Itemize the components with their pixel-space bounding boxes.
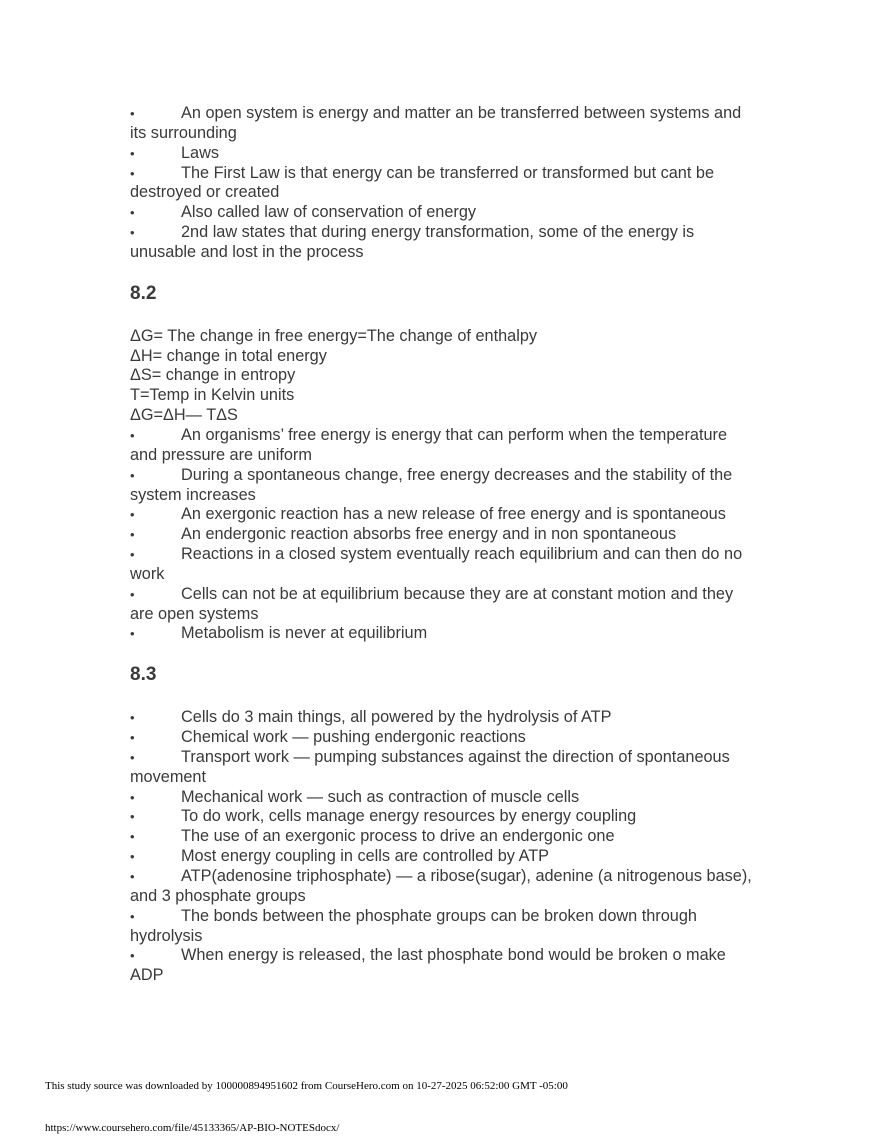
download-notice: This study source was downloaded by 100000894951602 from CourseHero.com on 10-27-2025 06:52:00 GMT -05:00: [45, 1080, 568, 1092]
bullet-item: [130, 585, 755, 625]
document-body: [130, 104, 755, 986]
bullet-marker: •: [130, 547, 135, 563]
bullet-text: During a spontaneous change, free energy decreases and the stability of the system increases: [130, 465, 733, 504]
bullet-item: [130, 867, 755, 907]
equation-line: ΔS= change in entropy: [130, 366, 296, 385]
bullet-text: An organisms’ free energy is energy that can perform when the temperature and pressure are uniform: [130, 425, 728, 464]
bullet-item: [130, 223, 755, 263]
bullet-marker: •: [130, 527, 135, 543]
bullet-text: The First Law is that energy can be transferred or transformed but cant be destroyed or created: [130, 163, 715, 202]
bullet-item: [130, 505, 755, 525]
equation-line: ΔG= The change in free energy=The change of enthalpy: [130, 326, 538, 345]
bullet-marker: •: [130, 948, 135, 964]
bullet-item: [130, 144, 755, 164]
bullet-text: Most energy coupling in cells are controlled by ATP: [181, 847, 550, 866]
bullet-item: [130, 807, 755, 827]
bullet-text: Cells do 3 main things, all powered by the hydrolysis of ATP: [181, 708, 612, 727]
bullet-marker: •: [130, 586, 135, 602]
bullet-marker: •: [130, 789, 135, 805]
bullet-marker: •: [130, 710, 135, 726]
bullet-marker: •: [130, 507, 135, 523]
bullet-text: The use of an exergonic process to drive an endergonic one: [181, 827, 615, 846]
bullet-text: An open system is energy and matter an be transferred between systems and its surrounding: [130, 104, 742, 142]
bullet-marker: •: [130, 730, 135, 746]
bullet-marker: •: [130, 908, 135, 924]
bullet-item: [130, 827, 755, 847]
bullet-text: Transport work — pumping substances against the direction of spontaneous movement: [130, 747, 730, 786]
bullet-text: The bonds between the phosphate groups can be broken down through hydrolysis: [130, 906, 697, 945]
bullet-marker: •: [130, 869, 135, 884]
bullet-item: [130, 426, 755, 466]
bullet-text: Chemical work — pushing endergonic reactions: [181, 728, 526, 747]
bullet-text: Metabolism is never at equilibrium: [181, 624, 428, 643]
bullet-text: ATP(adenosine triphosphate) — a ribose(sugar), adenine (a nitrogenous base), and 3 phosphate groups: [130, 867, 752, 905]
bullet-marker: •: [130, 467, 135, 483]
bullet-marker: •: [130, 427, 135, 443]
bullet-marker: •: [130, 809, 135, 825]
bullet-item: [130, 788, 755, 808]
bullet-item: [130, 203, 755, 223]
bullet-text: 2nd law states that during energy transformation, some of the energy is unusable and lost in the process: [130, 223, 695, 261]
bullet-item: [130, 748, 755, 788]
section-8-2: [130, 327, 755, 645]
equation-line: T=Temp in Kelvin units: [130, 386, 295, 405]
bullet-text: An endergonic reaction absorbs free energy and in non spontaneous: [181, 525, 677, 544]
bullet-item: [130, 525, 755, 545]
bullet-marker: •: [130, 626, 135, 642]
bullet-marker: •: [130, 849, 135, 865]
bullet-marker: •: [130, 165, 135, 181]
section-heading-8-3: 8.3: [130, 664, 157, 686]
bullet-marker: •: [130, 145, 135, 161]
bullet-item: [130, 708, 755, 728]
section-heading-8-2: 8.2: [130, 282, 157, 304]
section-intro: [130, 104, 755, 263]
bullet-item: [130, 466, 755, 506]
bullet-text: Mechanical work — such as contraction of muscle cells: [181, 787, 580, 806]
bullet-item: [130, 545, 755, 585]
bullet-item: [130, 946, 755, 986]
bullet-marker: •: [130, 225, 135, 241]
equation-line: ΔH= change in total energy: [130, 346, 327, 365]
bullet-item: [130, 847, 755, 867]
bullet-text: Cells can not be at equilibrium because they are at constant motion and they are open systems: [130, 584, 734, 623]
bullet-item: [130, 728, 755, 748]
equation-line: ΔG=ΔH— TΔS: [130, 406, 238, 425]
bullet-text: Reactions in a closed system eventually reach equilibrium and can then do no work: [130, 545, 743, 583]
bullet-text: An exergonic reaction has a new release of free energy and is spontaneous: [181, 505, 726, 524]
bullet-marker: •: [130, 749, 135, 765]
bullet-text: When energy is released, the last phosphate bond would be broken o make ADP: [130, 946, 726, 985]
source-url[interactable]: https://www.coursehero.com/file/45133365/AP-BIO-NOTESdocx/: [45, 1122, 340, 1134]
bullet-marker: •: [130, 829, 135, 845]
bullet-item: [130, 104, 755, 144]
bullet-item: [130, 164, 755, 204]
bullet-item: [130, 907, 755, 947]
bullet-text: To do work, cells manage energy resources by energy coupling: [181, 807, 637, 826]
bullet-text: Also called law of conservation of energy: [181, 203, 477, 222]
bullet-text: Laws: [181, 143, 220, 162]
bullet-marker: •: [130, 106, 135, 121]
bullet-item: [130, 624, 755, 644]
bullet-marker: •: [130, 205, 135, 221]
section-8-3: [130, 708, 755, 986]
